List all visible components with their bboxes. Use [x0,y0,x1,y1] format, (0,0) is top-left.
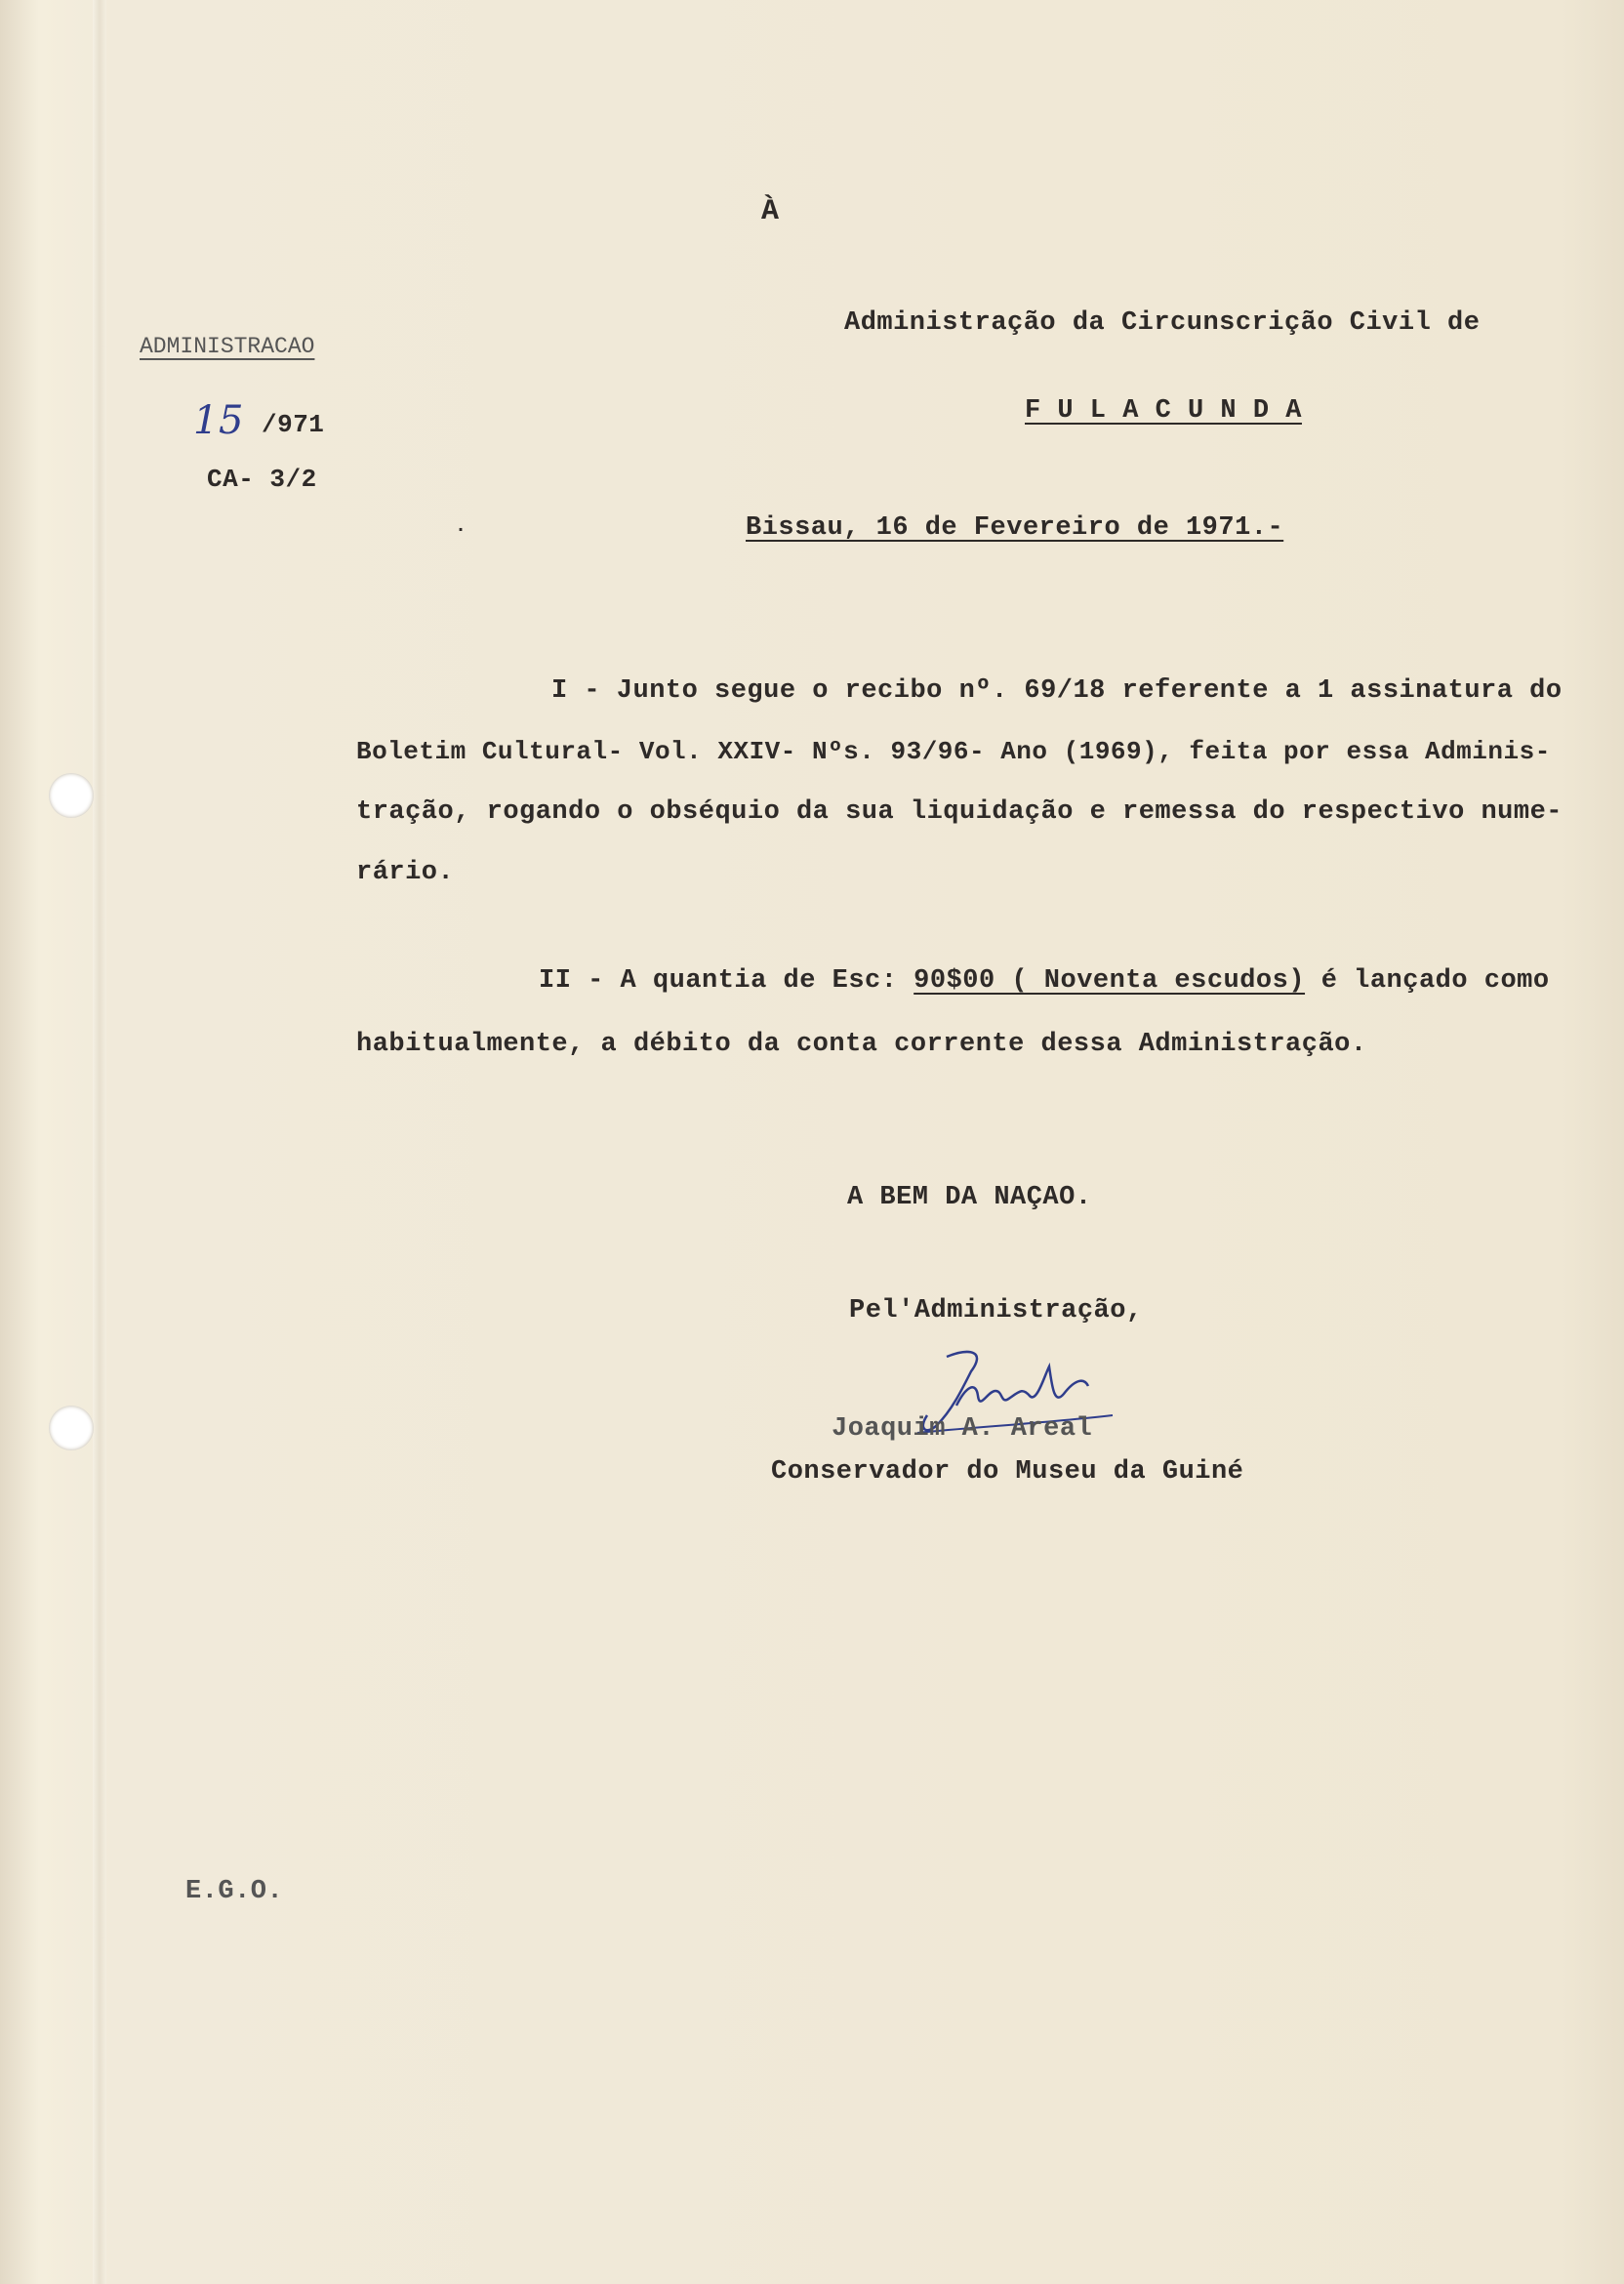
date-line: Bissau, 16 de Fevereiro de 1971.- [746,513,1284,543]
recipient-line-2: F U L A C U N D A [1025,396,1302,426]
footer-initials: E.G.O. [185,1877,284,1906]
signer-name: Joaquim A. Areal [832,1414,1093,1444]
closing-on-behalf: Pel'Administração, [849,1296,1143,1326]
paragraph-1-line-1: I - Junto segue o recibo nº. 69/18 referente a 1 assinatura do [551,676,1563,706]
punch-hole-bottom [49,1406,94,1450]
paragraph-2-line-1 [539,966,1550,996]
margin-stamp-year: /971 [262,410,325,439]
paragraph-2-amount: 90$00 ( Noventa escudos) [914,966,1306,996]
paper-fold [93,0,106,2284]
recipient-line-1: Administração da Circunscrição Civil de [844,308,1481,338]
margin-stamp-title: ADMINISTRACAO [140,334,315,359]
paragraph-1-line-2: Boletim Cultural- Vol. XXIV- Nºs. 93/96- Ano (1969), feita por essa Adminis- [356,737,1551,766]
paragraph-2-prefix: II - A quantia de Esc: [539,966,914,996]
signer-title: Conservador do Museu da Guiné [771,1457,1244,1487]
closing-salutation: A BEM DA NAÇAO. [847,1183,1092,1212]
paragraph-2-suffix: é lançado como [1305,966,1550,996]
recipient-prefix: À [761,195,780,228]
margin-stamp-handwritten-number: 15 [193,398,244,443]
paragraph-2-line-2: habitualmente, a débito da conta corrente dessa Administração. [356,1030,1367,1059]
punch-hole-top [49,773,94,818]
stray-mark: . [455,515,467,538]
margin-stamp-code: CA- 3/2 [207,465,317,494]
paragraph-1-line-4: rário. [356,858,455,887]
paragraph-1-line-3: tração, rogando o obséquio da sua liquidação e remessa do respectivo nume- [356,797,1563,827]
